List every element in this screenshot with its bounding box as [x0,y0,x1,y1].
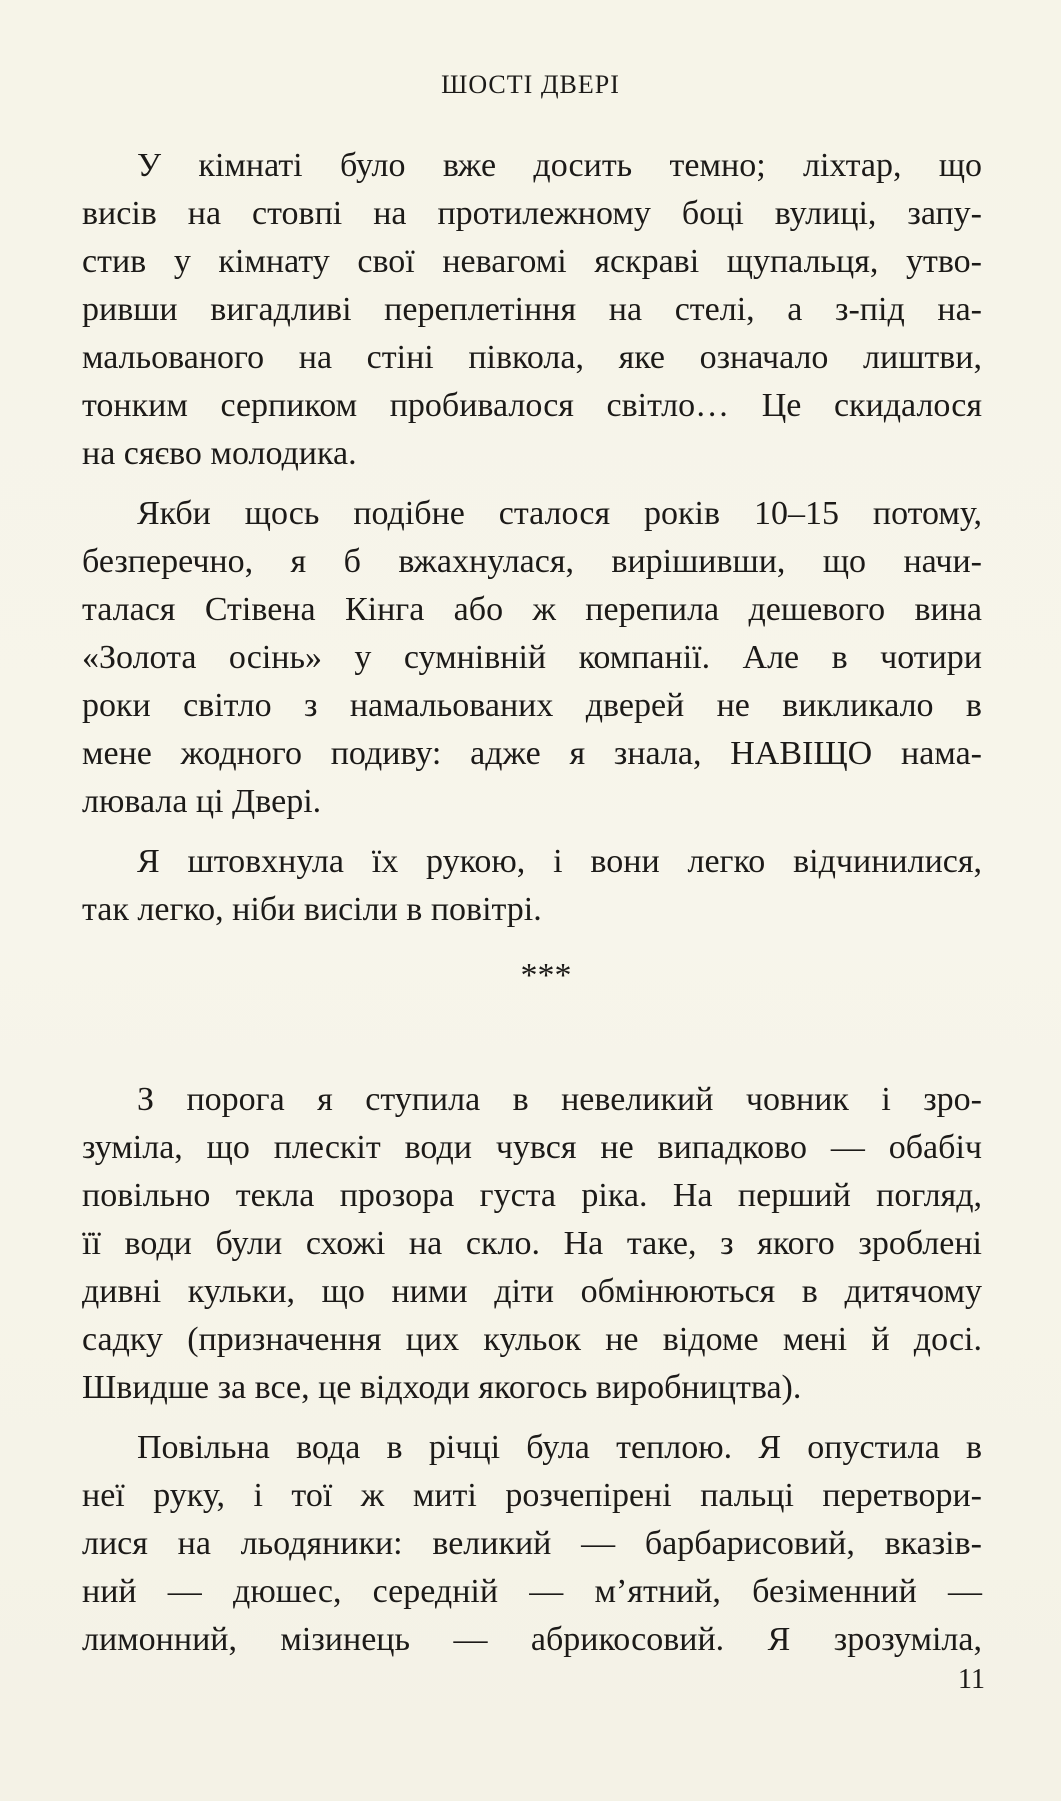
text-line: садку (призначення цих кульок не відоме мені й досі. [82,1321,982,1358]
text-line: зуміла, що плескіт води чувся не випадково — обабіч [82,1129,982,1166]
text-line: так легко, ніби висіли в повітрі. [82,891,542,928]
paragraph-3 [82,838,982,934]
text-line: ривши вигадливі переплетіння на стелі, а з-під на- [82,291,982,328]
text-line: Якби щось подібне сталося років 10–15 потому, [137,495,982,532]
paragraph-4 [82,1076,982,1412]
text-line: мальованого на стіні півкола, яке означало лиштви, [82,339,982,376]
text-line: повільно текла прозора густа ріка. На перший погляд, [82,1177,982,1214]
text-line: дивні кульки, що ними діти обмінюються в дитячому [82,1273,982,1310]
text-line: З порога я ступила в невеликий човник і зро- [137,1081,982,1118]
text-line: тонким серпиком пробивалося світло… Це скидалося [82,387,982,424]
text-line: У кімнаті було вже досить темно; ліхтар, що [137,147,982,184]
text-line: «Золота осінь» у сумнівній компанії. Але в чотири [82,639,982,676]
text-line: безперечно, я б вжахнулася, вирішивши, що начи- [82,543,982,580]
page-number: 11 [958,1664,985,1695]
text-line: ний — дюшес, середній — м’ятний, безіменний — [82,1573,982,1610]
text-line: стив у кімнату свої невагомі яскраві щупальця, утво- [82,243,982,280]
paragraph-5 [82,1424,982,1664]
paragraph-1 [82,142,982,478]
text-line: талася Стівена Кінга або ж перепила дешевого вина [82,591,982,628]
text-line: Я штовхнула їх рукою, і вони легко відчинилися, [137,843,982,880]
body-text [82,142,982,1664]
section-break [82,952,982,1000]
text-line: Повільна вода в річці була теплою. Я опустила в [137,1429,982,1466]
text-line: Швидше за все, це відходи якогось виробництва). [82,1369,802,1406]
text-line: неї руку, і тої ж миті розчепірені пальці перетвори- [82,1477,982,1514]
text-line: лювала ці Двері. [82,783,322,820]
text-line: мене жодного подиву: адже я знала, НАВІЩО нама- [82,735,982,772]
section-break-mark: *** [520,957,572,994]
text-line: її води були схожі на скло. На таке, з якого зроблені [82,1225,982,1262]
paragraph-2 [82,490,982,826]
text-line: роки світло з намальованих дверей не викликало в [82,687,982,724]
text-line: лимонний, мізинець — абрикосовий. Я зрозуміла, [82,1621,982,1658]
text-line: висів на стовпі на протилежному боці вулиці, запу- [82,195,982,232]
text-line: на сяєво молодика. [82,435,357,472]
running-title: ШОСТІ ДВЕРІ [441,70,620,99]
text-line: лися на льодяники: великий — барбарисовий, вказів- [82,1525,982,1562]
